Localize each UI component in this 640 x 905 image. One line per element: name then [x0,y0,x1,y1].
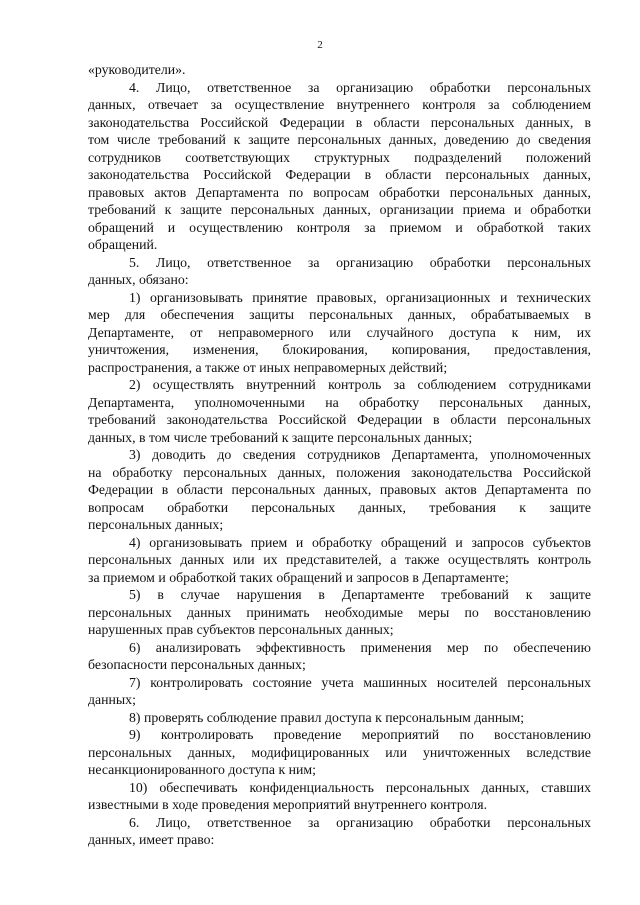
text-line: 8) проверять соблюдение правил доступа к персональным данным; [129,709,525,725]
text-line: 7) контролировать состояние учета машинных носителей персональных [129,674,591,690]
text-line: 3) доводить до сведения сотрудников Департамента, уполномоченных [129,447,591,462]
text-line: 6. Лицо, ответственное за организацию обработки персональных [129,814,591,830]
text-line: персональных данных, модифицированных или уничтоженных вследствие [88,744,591,760]
text-line: том числе требований к защите персональных данных, доведению до сведения [88,132,591,147]
text-line: мер для обеспечения защиты персональных данных, обрабатываемых в [88,307,591,322]
text-line: за приемом и обработкой таких обращений и запросов в Департаменте; [88,569,509,585]
text-line: известными в ходе проведения мероприятий внутреннего контроля. [88,797,488,812]
text-line: Департамента, уполномоченными на обработку персональных данных, [88,394,591,410]
text-line: 1) организовывать принятие правовых, организационных и технических [129,289,591,305]
text-line: законодательства Российской Федерации в области персональных данных, в [88,114,591,130]
text-line: 5) в случае нарушения в Департаменте требований к защите [129,587,591,602]
text-line: персональных данных; [88,517,224,532]
text-line: требований к защите персональных данных, организации приема и обработки [88,202,591,217]
text-line: данных, имеет право: [88,832,215,847]
text-line: 10) обеспечивать конфиденциальность персональных данных, ставших [129,779,591,795]
text-line: нарушенных прав субъектов персональных данных; [88,622,394,637]
text-line: Департаменте, от неправомерного или случайного доступа к ним, их [88,324,591,340]
text-line: вопросам обработки персональных данных, требования к защите [88,499,591,515]
text-line: сотрудников соответствующих структурных подразделений положений [88,149,591,165]
text-line: 4) организовывать прием и обработку обращений и запросов субъектов [129,534,591,550]
text-line: «руководители». [88,62,186,77]
text-line: правовых актов Департамента по вопросам обработки персональных данных, [88,184,591,200]
text-line: персональных данных или их представителей, а также осуществлять контроль [88,552,591,567]
document-body [88,61,591,849]
text-line: 5. Лицо, ответственное за организацию обработки персональных [129,254,591,270]
text-line: обращений. [88,237,158,252]
text-line: распространения, а также от иных неправомерных действий; [88,359,448,375]
text-line: требований законодательства Российской Федерации в области персональных [88,412,591,427]
text-line: безопасности персональных данных; [88,657,306,672]
page-number: 2 [317,39,323,51]
text-line: данных, в том числе требований к защите персональных данных; [88,429,473,445]
text-line: 9) контролировать проведение мероприятий по восстановлению [129,727,591,742]
text-line: данных, отвечает за осуществление внутреннего контроля за соблюдением [88,97,591,112]
text-line: уничтожения, изменения, блокирования, копирования, предоставления, [88,342,591,357]
text-line: персональных данных принимать необходимые меры по восстановлению [88,604,591,620]
text-line: 2) осуществлять внутренний контроль за соблюдением сотрудниками [129,377,591,392]
text-line: обращений и осуществлению контроля за приемом и обработкой таких [88,219,591,235]
text-line: законодательства Российской Федерации в области персональных данных, [88,167,591,182]
text-line: на обработку персональных данных, положения законодательства Российской [88,464,591,480]
text-line: данных, обязано: [88,272,189,287]
text-line: 4. Лицо, ответственное за организацию обработки персональных [129,79,591,95]
text-line: 6) анализировать эффективность применения мер по обеспечению [129,639,591,655]
text-line: Федерации в области персональных данных, правовых актов Департамента по [88,482,591,497]
text-line: несанкционированного доступа к ним; [88,762,316,777]
text-line: данных; [88,692,136,707]
